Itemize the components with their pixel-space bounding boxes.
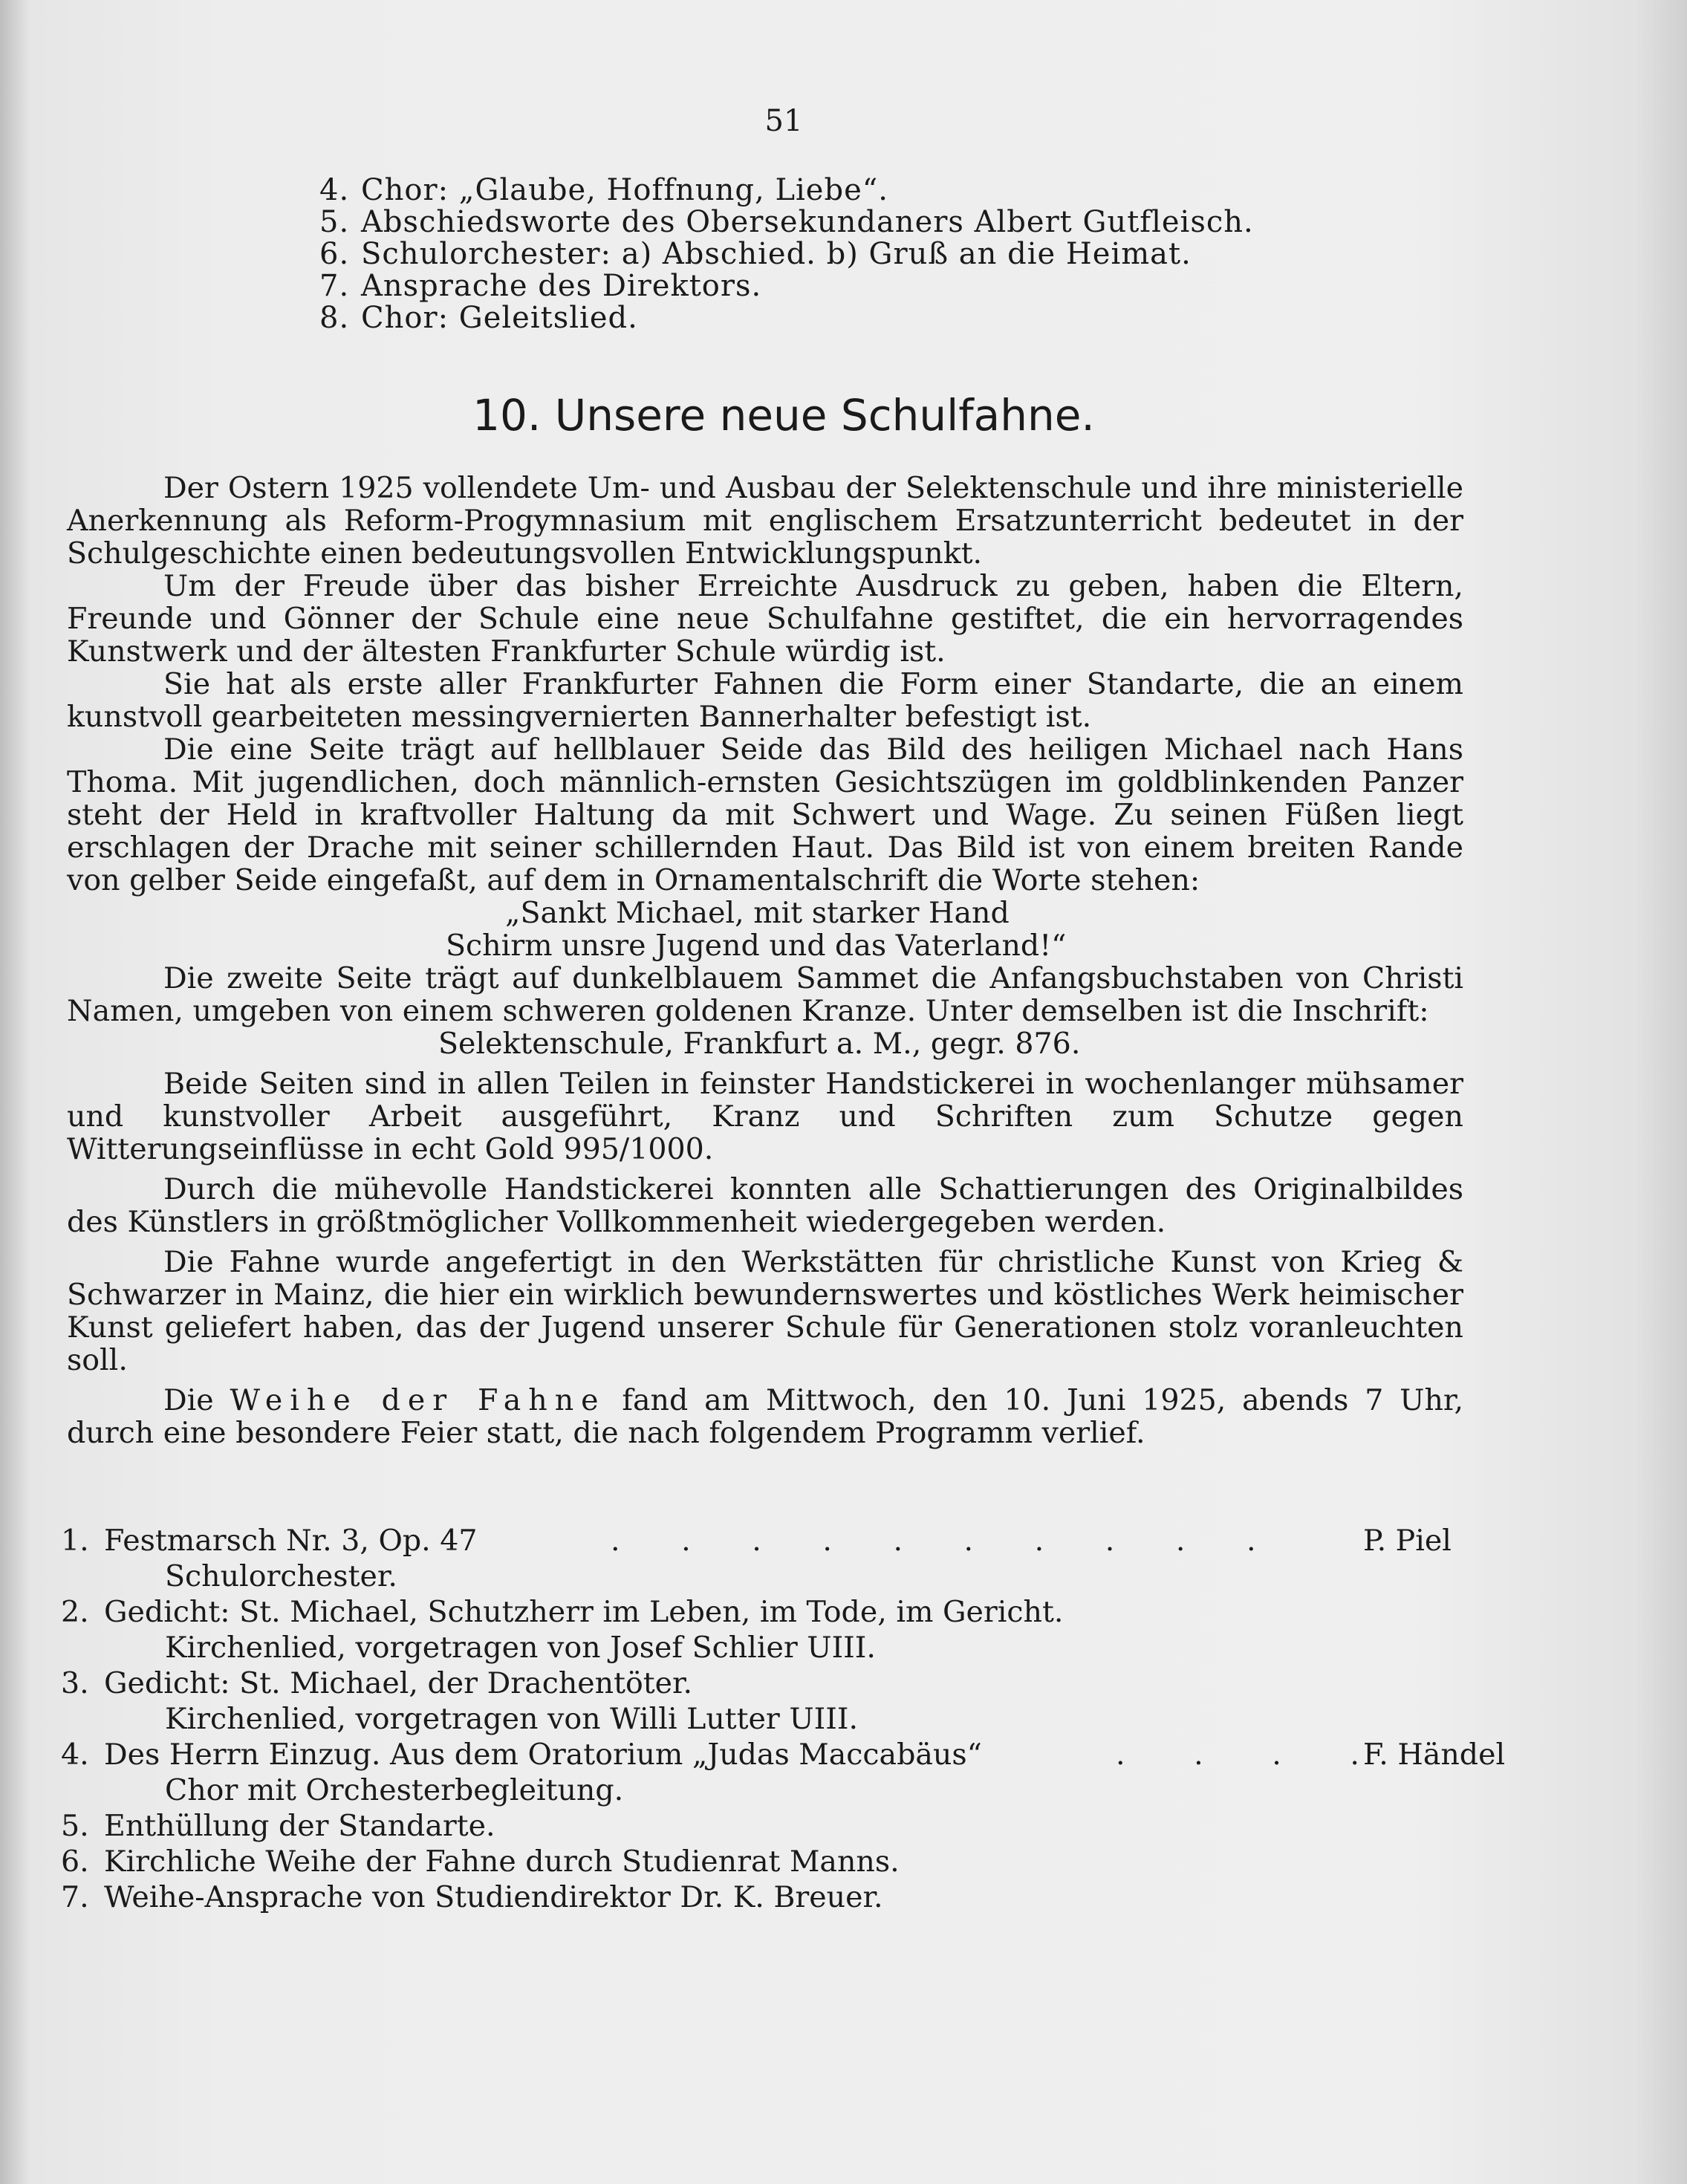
article-body xyxy=(67,472,1463,1449)
list-item: 3. Gedicht: St. Michael, der Drachentöter. xyxy=(61,1666,693,1700)
paragraph: Beide Seiten sind in allen Teilen in feinster Handstickerei in wochenlanger mühsamer und kunstvoller Arbeit ausgeführt, Kranz und Schriften zum Schutze gegen Witterungseinflüsse in echt Gold 995/1000. xyxy=(67,1067,1463,1166)
composer: F. Händel xyxy=(1363,1738,1506,1772)
inscription: Selektenschule, Frankfurt a. M., gegr. 876. xyxy=(438,1027,1081,1061)
list-item: 5. Abschiedsworte des Obersekundaners Albert Gutfleisch. xyxy=(319,205,1254,239)
section-title: 10. Unsere neue Schulfahne. xyxy=(472,390,1095,441)
verse-line: „Sankt Michael, mit starker Hand xyxy=(505,896,1010,930)
list-item: 2. Gedicht: St. Michael, Schutzherr im Leben, im Tode, im Gericht. xyxy=(61,1595,1064,1629)
paragraph: Der Ostern 1925 vollendete Um- und Ausbau der Selektenschule und ihre ministerielle Anerkennung als Reform-Progymnasium mit englischem Ersatzunterricht bedeutet in der Schulgeschichte einen bedeutungsvollen Entwicklungspunkt. xyxy=(67,471,1463,571)
paragraph: Durch die mühevolle Handstickerei konnten alle Schattierungen des Originalbildes des Künstlers in größtmöglicher Vollkommenheit wiedergegeben werden. xyxy=(67,1172,1463,1239)
program-list-top xyxy=(319,175,1254,334)
list-item-sub: Chor mit Orchesterbegleitung. xyxy=(165,1773,624,1807)
list-item: 5. Enthüllung der Standarte. xyxy=(61,1809,495,1843)
leader-dots: . . . . . . . . . . xyxy=(611,1524,1282,1558)
list-item: 7. Weihe-Ansprache von Studiendirektor Dr. K. Breuer. xyxy=(61,1880,883,1914)
list-item: 6. Schulorchester: a) Abschied. b) Gruß an die Heimat. xyxy=(319,237,1192,271)
list-item: 7. Ansprache des Direktors. xyxy=(319,269,762,303)
verse-quote xyxy=(446,897,1463,962)
leader-dots: . . . . xyxy=(1116,1738,1389,1772)
paragraph: Sie hat als erste aller Frankfurter Fahnen die Form einer Standarte, die an einem kunstvoll gearbeiteten messingvernierten Bannerhalter befestigt ist. xyxy=(67,667,1463,734)
list-item-sub: Kirchenlied, vorgetragen von Josef Schlier UIII. xyxy=(165,1631,876,1665)
paragraph: Die zweite Seite trägt auf dunkelblauem Sammet die Anfangsbuchstaben von Christi Namen, umgeben von einem schweren goldenen Kranze. Unter demselben ist die Inschrift: xyxy=(67,961,1463,1028)
list-item-sub: Schulorchester. xyxy=(165,1559,397,1593)
list-item: 1. Festmarsch Nr. 3, Op. 47 . . . . . . . . . . P. Piel xyxy=(61,1524,1452,1558)
list-item: 4. Des Herrn Einzug. Aus dem Oratorium „Judas Maccabäus“ . . . . F. Händel xyxy=(61,1738,1506,1772)
verse-line: Schirm unsre Jugend und das Vaterland!“ xyxy=(446,929,1067,963)
composer: P. Piel xyxy=(1363,1524,1452,1558)
page-number: 51 xyxy=(764,104,803,138)
paragraph: Um der Freude über das bisher Erreichte Ausdruck zu geben, haben die Eltern, Freunde und Gönner der Schule eine neue Schulfahne gestiftet, die ein hervorragendes Kunstwerk und der ältesten Frankfurter Schule würdig ist. xyxy=(67,569,1463,669)
paragraph: Die Weihe der Fahne fand am Mittwoch, den 10. Juni 1925, abends 7 Uhr, durch eine besondere Feier statt, die nach folgendem Programm verlief. xyxy=(67,1383,1464,1450)
paragraph: Die Fahne wurde angefertigt in den Werkstätten für christliche Kunst von Krieg & Schwarzer in Mainz, die hier ein wirklich bewundernswertes und köstliches Werk heimischer Kunst geliefert haben, das der Jugend unserer Schule für Generationen stolz voranleuchten soll. xyxy=(67,1245,1463,1377)
list-item: 6. Kirchliche Weihe der Fahne durch Studienrat Manns. xyxy=(61,1845,900,1879)
paragraph: Die eine Seite trägt auf hellblauer Seide das Bild des heiligen Michael nach Hans Thoma. Mit jugendlichen, doch männlich-ernsten Gesichtszügen im goldblinkenden Panzer steht der Held in kraftvoller Haltung da mit Schwert und Wage. Zu seinen Füßen liegt erschlagen der Drache mit seiner schillernden Haut. Das Bild ist von einem breiten Rande von gelber Seide eingefaßt, auf dem in Ornamentalschrift die Worte stehen: xyxy=(67,732,1463,897)
spaced-emphasis: Weihe der Fahne xyxy=(230,1383,606,1417)
program-list-bottom xyxy=(61,1523,1506,1915)
list-item: 4. Chor: „Glaube, Hoffnung, Liebe“. xyxy=(319,173,888,207)
list-item: 8. Chor: Geleitslied. xyxy=(319,301,638,335)
list-item-sub: Kirchenlied, vorgetragen von Willi Lutter UIII. xyxy=(165,1702,859,1736)
